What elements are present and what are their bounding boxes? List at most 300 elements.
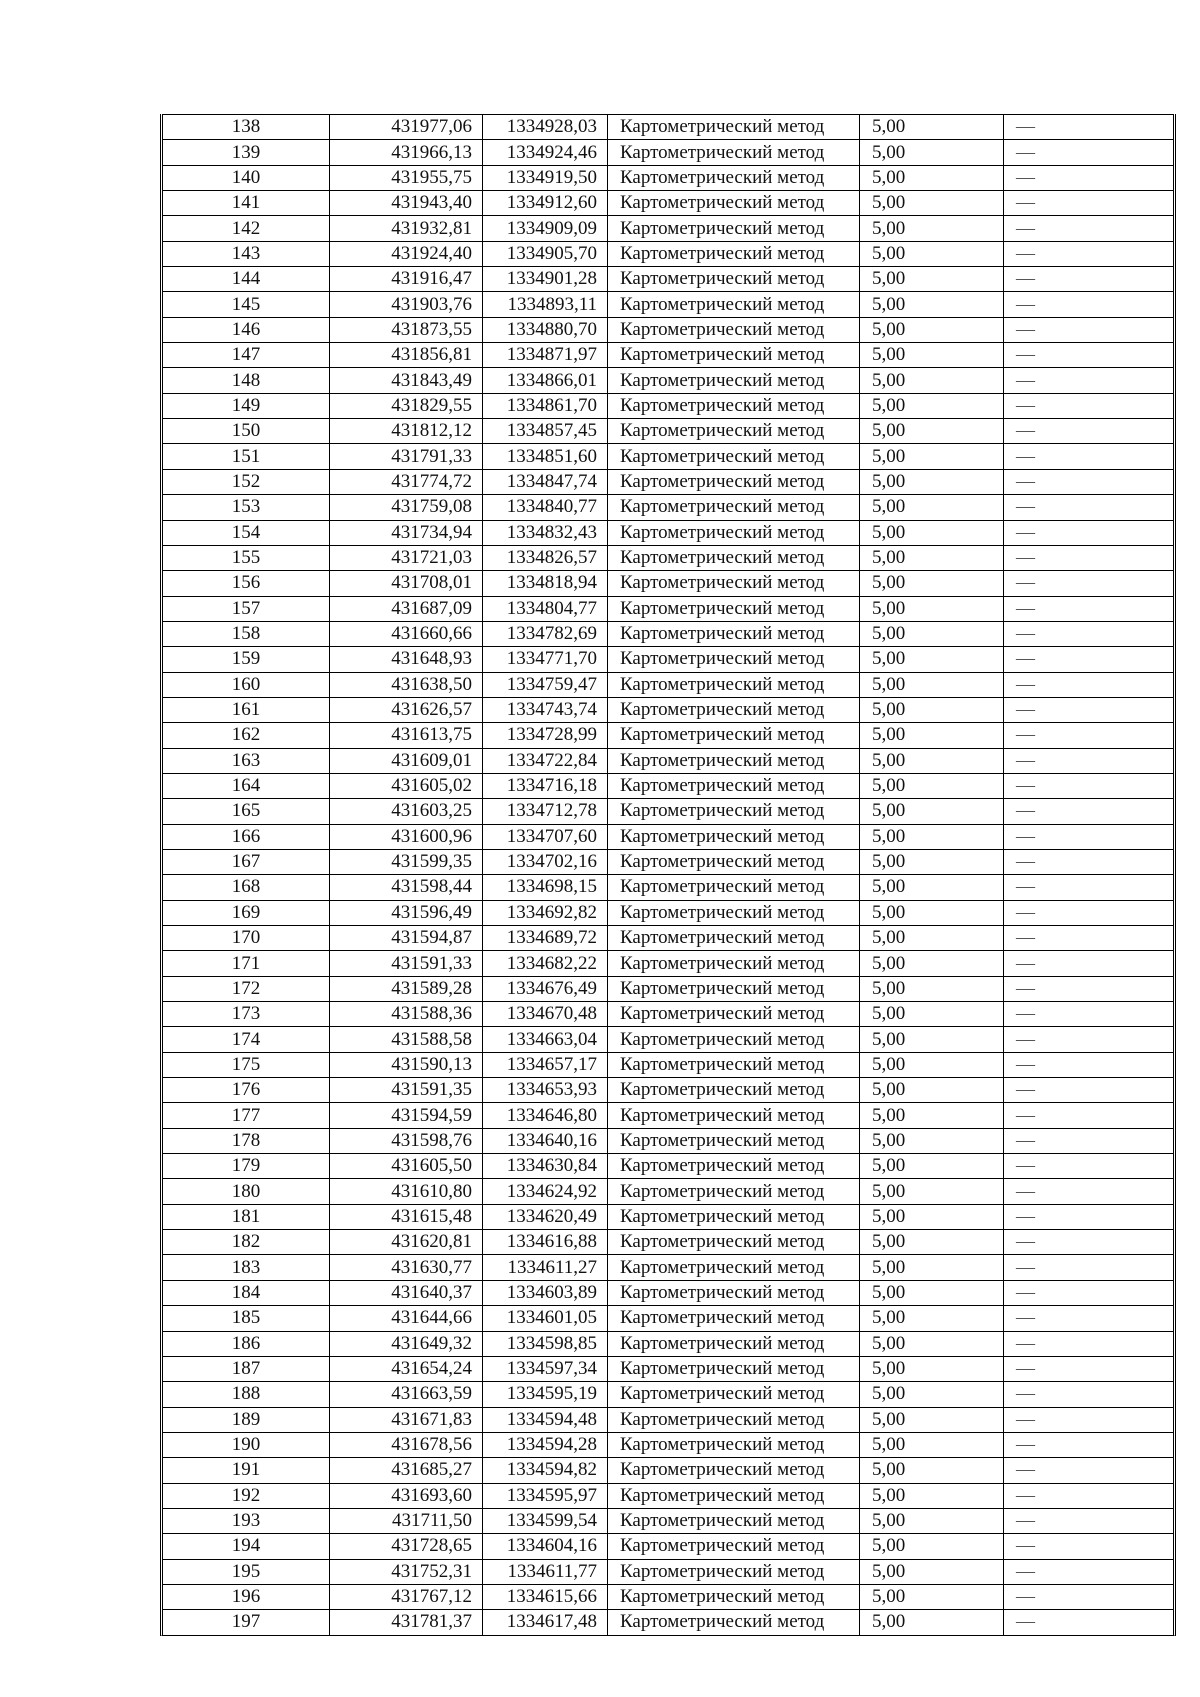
x-coordinate-cell: 431638,50 (329, 672, 482, 697)
note-cell: — (1003, 1153, 1173, 1178)
accuracy-cell: 5,00 (859, 1001, 1003, 1026)
accuracy-cell: 5,00 (859, 1533, 1003, 1558)
accuracy-cell: 5,00 (859, 139, 1003, 164)
method-cell: Картометрический метод (607, 1331, 859, 1356)
y-coordinate-cell: 1334832,43 (482, 520, 607, 545)
y-coordinate-cell: 1334771,70 (482, 646, 607, 671)
table-row (163, 1609, 1173, 1634)
x-coordinate-cell: 431610,80 (329, 1178, 482, 1203)
point-number-cell: 142 (163, 215, 329, 240)
table-row (163, 393, 1173, 418)
method-cell: Картометрический метод (607, 1584, 859, 1609)
point-number-cell: 195 (163, 1559, 329, 1584)
method-cell: Картометрический метод (607, 1204, 859, 1229)
point-number-cell: 158 (163, 621, 329, 646)
table-row (163, 1280, 1173, 1305)
method-cell: Картометрический метод (607, 1508, 859, 1533)
table-row (163, 621, 1173, 646)
method-cell: Картометрический метод (607, 773, 859, 798)
y-coordinate-cell: 1334657,17 (482, 1052, 607, 1077)
note-cell: — (1003, 418, 1173, 443)
y-coordinate-cell: 1334702,16 (482, 849, 607, 874)
table-row (163, 1254, 1173, 1279)
accuracy-cell: 5,00 (859, 925, 1003, 950)
accuracy-cell: 5,00 (859, 1280, 1003, 1305)
x-coordinate-cell: 431932,81 (329, 215, 482, 240)
accuracy-cell: 5,00 (859, 1584, 1003, 1609)
x-coordinate-cell: 431589,28 (329, 976, 482, 1001)
accuracy-cell: 5,00 (859, 494, 1003, 519)
y-coordinate-cell: 1334871,97 (482, 342, 607, 367)
accuracy-cell: 5,00 (859, 291, 1003, 316)
point-number-cell: 152 (163, 469, 329, 494)
method-cell: Картометрический метод (607, 241, 859, 266)
method-cell: Картометрический метод (607, 520, 859, 545)
note-cell: — (1003, 1305, 1173, 1330)
note-cell: — (1003, 697, 1173, 722)
note-cell: — (1003, 596, 1173, 621)
accuracy-cell: 5,00 (859, 469, 1003, 494)
note-cell: — (1003, 1128, 1173, 1153)
accuracy-cell: 5,00 (859, 1254, 1003, 1279)
method-cell: Картометрический метод (607, 418, 859, 443)
point-number-cell: 163 (163, 748, 329, 773)
x-coordinate-cell: 431943,40 (329, 190, 482, 215)
method-cell: Картометрический метод (607, 1457, 859, 1482)
method-cell: Картометрический метод (607, 1178, 859, 1203)
table-row (163, 874, 1173, 899)
method-cell: Картометрический метод (607, 748, 859, 773)
x-coordinate-cell: 431767,12 (329, 1584, 482, 1609)
y-coordinate-cell: 1334617,48 (482, 1609, 607, 1634)
note-cell: — (1003, 1508, 1173, 1533)
accuracy-cell: 5,00 (859, 748, 1003, 773)
table-row (163, 418, 1173, 443)
table-row (163, 1077, 1173, 1102)
method-cell: Картометрический метод (607, 215, 859, 240)
y-coordinate-cell: 1334857,45 (482, 418, 607, 443)
table-row (163, 1026, 1173, 1051)
method-cell: Картометрический метод (607, 596, 859, 621)
accuracy-cell: 5,00 (859, 1229, 1003, 1254)
table-row (163, 1559, 1173, 1584)
point-number-cell: 143 (163, 241, 329, 266)
accuracy-cell: 5,00 (859, 165, 1003, 190)
point-number-cell: 176 (163, 1077, 329, 1102)
note-cell: — (1003, 291, 1173, 316)
method-cell: Картометрический метод (607, 317, 859, 342)
accuracy-cell: 5,00 (859, 1153, 1003, 1178)
x-coordinate-cell: 431955,75 (329, 165, 482, 190)
note-cell: — (1003, 1331, 1173, 1356)
method-cell: Картометрический метод (607, 1407, 859, 1432)
method-cell: Картометрический метод (607, 139, 859, 164)
y-coordinate-cell: 1334611,77 (482, 1559, 607, 1584)
note-cell: — (1003, 114, 1173, 139)
method-cell: Картометрический метод (607, 1533, 859, 1558)
y-coordinate-cell: 1334595,19 (482, 1381, 607, 1406)
y-coordinate-cell: 1334851,60 (482, 443, 607, 468)
table-row (163, 1483, 1173, 1508)
table-row (163, 291, 1173, 316)
note-cell: — (1003, 748, 1173, 773)
point-number-cell: 178 (163, 1128, 329, 1153)
x-coordinate-cell: 431630,77 (329, 1254, 482, 1279)
y-coordinate-cell: 1334594,82 (482, 1457, 607, 1482)
note-cell: — (1003, 317, 1173, 342)
y-coordinate-cell: 1334924,46 (482, 139, 607, 164)
point-number-cell: 185 (163, 1305, 329, 1330)
point-number-cell: 183 (163, 1254, 329, 1279)
method-cell: Картометрический метод (607, 1052, 859, 1077)
table-row (163, 950, 1173, 975)
x-coordinate-cell: 431660,66 (329, 621, 482, 646)
table-row (163, 748, 1173, 773)
method-cell: Картометрический метод (607, 1254, 859, 1279)
method-cell: Картометрический метод (607, 443, 859, 468)
x-coordinate-cell: 431605,02 (329, 773, 482, 798)
point-number-cell: 149 (163, 393, 329, 418)
x-coordinate-cell: 431685,27 (329, 1457, 482, 1482)
accuracy-cell: 5,00 (859, 1305, 1003, 1330)
point-number-cell: 166 (163, 824, 329, 849)
point-number-cell: 179 (163, 1153, 329, 1178)
y-coordinate-cell: 1334653,93 (482, 1077, 607, 1102)
x-coordinate-cell: 431678,56 (329, 1432, 482, 1457)
table-row (163, 114, 1173, 139)
x-coordinate-cell: 431613,75 (329, 722, 482, 747)
note-cell: — (1003, 190, 1173, 215)
table-row (163, 1001, 1173, 1026)
note-cell: — (1003, 1356, 1173, 1381)
x-coordinate-cell: 431924,40 (329, 241, 482, 266)
note-cell: — (1003, 1204, 1173, 1229)
table-row (163, 773, 1173, 798)
table-row (163, 1178, 1173, 1203)
accuracy-cell: 5,00 (859, 1381, 1003, 1406)
accuracy-cell: 5,00 (859, 114, 1003, 139)
method-cell: Картометрический метод (607, 1356, 859, 1381)
table-row (163, 849, 1173, 874)
table-row (163, 520, 1173, 545)
table-row (163, 190, 1173, 215)
x-coordinate-cell: 431599,35 (329, 849, 482, 874)
x-coordinate-cell: 431977,06 (329, 114, 482, 139)
x-coordinate-cell: 431693,60 (329, 1483, 482, 1508)
y-coordinate-cell: 1334663,04 (482, 1026, 607, 1051)
table-row (163, 1432, 1173, 1457)
x-coordinate-cell: 431812,12 (329, 418, 482, 443)
table-row (163, 596, 1173, 621)
accuracy-cell: 5,00 (859, 317, 1003, 342)
y-coordinate-cell: 1334597,34 (482, 1356, 607, 1381)
method-cell: Картометрический метод (607, 1102, 859, 1127)
point-number-cell: 168 (163, 874, 329, 899)
x-coordinate-cell: 431966,13 (329, 139, 482, 164)
y-coordinate-cell: 1334676,49 (482, 976, 607, 1001)
x-coordinate-cell: 431856,81 (329, 342, 482, 367)
x-coordinate-cell: 431600,96 (329, 824, 482, 849)
x-coordinate-cell: 431903,76 (329, 291, 482, 316)
x-coordinate-cell: 431626,57 (329, 697, 482, 722)
accuracy-cell: 5,00 (859, 874, 1003, 899)
y-coordinate-cell: 1334901,28 (482, 266, 607, 291)
note-cell: — (1003, 1077, 1173, 1102)
y-coordinate-cell: 1334692,82 (482, 900, 607, 925)
accuracy-cell: 5,00 (859, 596, 1003, 621)
point-number-cell: 162 (163, 722, 329, 747)
point-number-cell: 190 (163, 1432, 329, 1457)
x-coordinate-cell: 431648,93 (329, 646, 482, 671)
accuracy-cell: 5,00 (859, 241, 1003, 266)
note-cell: — (1003, 165, 1173, 190)
accuracy-cell: 5,00 (859, 1026, 1003, 1051)
x-coordinate-cell: 431649,32 (329, 1331, 482, 1356)
accuracy-cell: 5,00 (859, 342, 1003, 367)
method-cell: Картометрический метод (607, 367, 859, 392)
accuracy-cell: 5,00 (859, 1407, 1003, 1432)
y-coordinate-cell: 1334616,88 (482, 1229, 607, 1254)
point-number-cell: 189 (163, 1407, 329, 1432)
table-row (163, 1204, 1173, 1229)
method-cell: Картометрический метод (607, 874, 859, 899)
table-row (163, 1128, 1173, 1153)
point-number-cell: 156 (163, 570, 329, 595)
y-coordinate-cell: 1334880,70 (482, 317, 607, 342)
accuracy-cell: 5,00 (859, 798, 1003, 823)
accuracy-cell: 5,00 (859, 1204, 1003, 1229)
note-cell: — (1003, 798, 1173, 823)
point-number-cell: 150 (163, 418, 329, 443)
method-cell: Картометрический метод (607, 1153, 859, 1178)
y-coordinate-cell: 1334728,99 (482, 722, 607, 747)
accuracy-cell: 5,00 (859, 1559, 1003, 1584)
method-cell: Картометрический метод (607, 1609, 859, 1634)
x-coordinate-cell: 431603,25 (329, 798, 482, 823)
table-row (163, 1457, 1173, 1482)
y-coordinate-cell: 1334601,05 (482, 1305, 607, 1330)
method-cell: Картометрический метод (607, 1280, 859, 1305)
table-row (163, 139, 1173, 164)
method-cell: Картометрический метод (607, 976, 859, 1001)
point-number-cell: 146 (163, 317, 329, 342)
note-cell: — (1003, 1102, 1173, 1127)
accuracy-cell: 5,00 (859, 393, 1003, 418)
point-number-cell: 193 (163, 1508, 329, 1533)
method-cell: Картометрический метод (607, 1305, 859, 1330)
note-cell: — (1003, 1457, 1173, 1482)
point-number-cell: 161 (163, 697, 329, 722)
note-cell: — (1003, 1381, 1173, 1406)
method-cell: Картометрический метод (607, 1381, 859, 1406)
table-row (163, 443, 1173, 468)
method-cell: Картометрический метод (607, 114, 859, 139)
note-cell: — (1003, 1280, 1173, 1305)
x-coordinate-cell: 431774,72 (329, 469, 482, 494)
note-cell: — (1003, 1254, 1173, 1279)
accuracy-cell: 5,00 (859, 1508, 1003, 1533)
x-coordinate-cell: 431640,37 (329, 1280, 482, 1305)
note-cell: — (1003, 342, 1173, 367)
note-cell: — (1003, 367, 1173, 392)
y-coordinate-cell: 1334759,47 (482, 672, 607, 697)
point-number-cell: 187 (163, 1356, 329, 1381)
x-coordinate-cell: 431591,35 (329, 1077, 482, 1102)
accuracy-cell: 5,00 (859, 697, 1003, 722)
method-cell: Картометрический метод (607, 342, 859, 367)
note-cell: — (1003, 1178, 1173, 1203)
note-cell: — (1003, 241, 1173, 266)
note-cell: — (1003, 1609, 1173, 1634)
note-cell: — (1003, 1432, 1173, 1457)
y-coordinate-cell: 1334682,22 (482, 950, 607, 975)
x-coordinate-cell: 431759,08 (329, 494, 482, 519)
point-number-cell: 188 (163, 1381, 329, 1406)
accuracy-cell: 5,00 (859, 1178, 1003, 1203)
table-row (163, 570, 1173, 595)
point-number-cell: 165 (163, 798, 329, 823)
y-coordinate-cell: 1334826,57 (482, 545, 607, 570)
y-coordinate-cell: 1334804,77 (482, 596, 607, 621)
point-number-cell: 144 (163, 266, 329, 291)
table-row (163, 494, 1173, 519)
method-cell: Картометрический метод (607, 1229, 859, 1254)
note-cell: — (1003, 393, 1173, 418)
point-number-cell: 141 (163, 190, 329, 215)
note-cell: — (1003, 1229, 1173, 1254)
note-cell: — (1003, 570, 1173, 595)
x-coordinate-cell: 431598,44 (329, 874, 482, 899)
note-cell: — (1003, 773, 1173, 798)
method-cell: Картометрический метод (607, 1432, 859, 1457)
accuracy-cell: 5,00 (859, 722, 1003, 747)
x-coordinate-cell: 431605,50 (329, 1153, 482, 1178)
method-cell: Картометрический метод (607, 1483, 859, 1508)
method-cell: Картометрический метод (607, 570, 859, 595)
point-number-cell: 175 (163, 1052, 329, 1077)
table-row (163, 976, 1173, 1001)
accuracy-cell: 5,00 (859, 1457, 1003, 1482)
y-coordinate-cell: 1334840,77 (482, 494, 607, 519)
y-coordinate-cell: 1334640,16 (482, 1128, 607, 1153)
point-number-cell: 138 (163, 114, 329, 139)
accuracy-cell: 5,00 (859, 621, 1003, 646)
note-cell: — (1003, 1559, 1173, 1584)
table-row (163, 469, 1173, 494)
note-cell: — (1003, 621, 1173, 646)
y-coordinate-cell: 1334698,15 (482, 874, 607, 899)
x-coordinate-cell: 431687,09 (329, 596, 482, 621)
table-row (163, 1508, 1173, 1533)
accuracy-cell: 5,00 (859, 266, 1003, 291)
point-number-cell: 184 (163, 1280, 329, 1305)
accuracy-cell: 5,00 (859, 545, 1003, 570)
note-cell: — (1003, 672, 1173, 697)
table-row (163, 672, 1173, 697)
x-coordinate-cell: 431916,47 (329, 266, 482, 291)
point-number-cell: 197 (163, 1609, 329, 1634)
point-number-cell: 147 (163, 342, 329, 367)
accuracy-cell: 5,00 (859, 1356, 1003, 1381)
x-coordinate-cell: 431711,50 (329, 1508, 482, 1533)
table-row (163, 824, 1173, 849)
point-number-cell: 173 (163, 1001, 329, 1026)
table-row (163, 241, 1173, 266)
note-cell: — (1003, 443, 1173, 468)
y-coordinate-cell: 1334909,09 (482, 215, 607, 240)
note-cell: — (1003, 1483, 1173, 1508)
method-cell: Картометрический метод (607, 900, 859, 925)
y-coordinate-cell: 1334866,01 (482, 367, 607, 392)
x-coordinate-cell: 431588,58 (329, 1026, 482, 1051)
accuracy-cell: 5,00 (859, 1432, 1003, 1457)
x-coordinate-cell: 431708,01 (329, 570, 482, 595)
x-coordinate-cell: 431721,03 (329, 545, 482, 570)
method-cell: Картометрический метод (607, 469, 859, 494)
accuracy-cell: 5,00 (859, 215, 1003, 240)
note-cell: — (1003, 520, 1173, 545)
table-row (163, 1102, 1173, 1127)
x-coordinate-cell: 431620,81 (329, 1229, 482, 1254)
x-coordinate-cell: 431781,37 (329, 1609, 482, 1634)
point-number-cell: 172 (163, 976, 329, 1001)
method-cell: Картометрический метод (607, 545, 859, 570)
table-row (163, 342, 1173, 367)
accuracy-cell: 5,00 (859, 443, 1003, 468)
y-coordinate-cell: 1334818,94 (482, 570, 607, 595)
table-row (163, 215, 1173, 240)
accuracy-cell: 5,00 (859, 849, 1003, 874)
y-coordinate-cell: 1334716,18 (482, 773, 607, 798)
note-cell: — (1003, 824, 1173, 849)
note-cell: — (1003, 646, 1173, 671)
y-coordinate-cell: 1334615,66 (482, 1584, 607, 1609)
point-number-cell: 177 (163, 1102, 329, 1127)
point-number-cell: 169 (163, 900, 329, 925)
y-coordinate-cell: 1334604,16 (482, 1533, 607, 1558)
table-row (163, 798, 1173, 823)
note-cell: — (1003, 1026, 1173, 1051)
accuracy-cell: 5,00 (859, 190, 1003, 215)
table-row (163, 1331, 1173, 1356)
accuracy-cell: 5,00 (859, 672, 1003, 697)
method-cell: Картометрический метод (607, 190, 859, 215)
note-cell: — (1003, 976, 1173, 1001)
note-cell: — (1003, 722, 1173, 747)
x-coordinate-cell: 431615,48 (329, 1204, 482, 1229)
accuracy-cell: 5,00 (859, 773, 1003, 798)
accuracy-cell: 5,00 (859, 418, 1003, 443)
note-cell: — (1003, 900, 1173, 925)
x-coordinate-cell: 431734,94 (329, 520, 482, 545)
table-row (163, 1381, 1173, 1406)
table-row (163, 1533, 1173, 1558)
method-cell: Картометрический метод (607, 1128, 859, 1153)
y-coordinate-cell: 1334861,70 (482, 393, 607, 418)
method-cell: Картометрический метод (607, 697, 859, 722)
x-coordinate-cell: 431654,24 (329, 1356, 482, 1381)
note-cell: — (1003, 1407, 1173, 1432)
x-coordinate-cell: 431591,33 (329, 950, 482, 975)
y-coordinate-cell: 1334847,74 (482, 469, 607, 494)
accuracy-cell: 5,00 (859, 1483, 1003, 1508)
y-coordinate-cell: 1334722,84 (482, 748, 607, 773)
point-number-cell: 174 (163, 1026, 329, 1051)
point-number-cell: 171 (163, 950, 329, 975)
method-cell: Картометрический метод (607, 1077, 859, 1102)
point-number-cell: 151 (163, 443, 329, 468)
y-coordinate-cell: 1334630,84 (482, 1153, 607, 1178)
